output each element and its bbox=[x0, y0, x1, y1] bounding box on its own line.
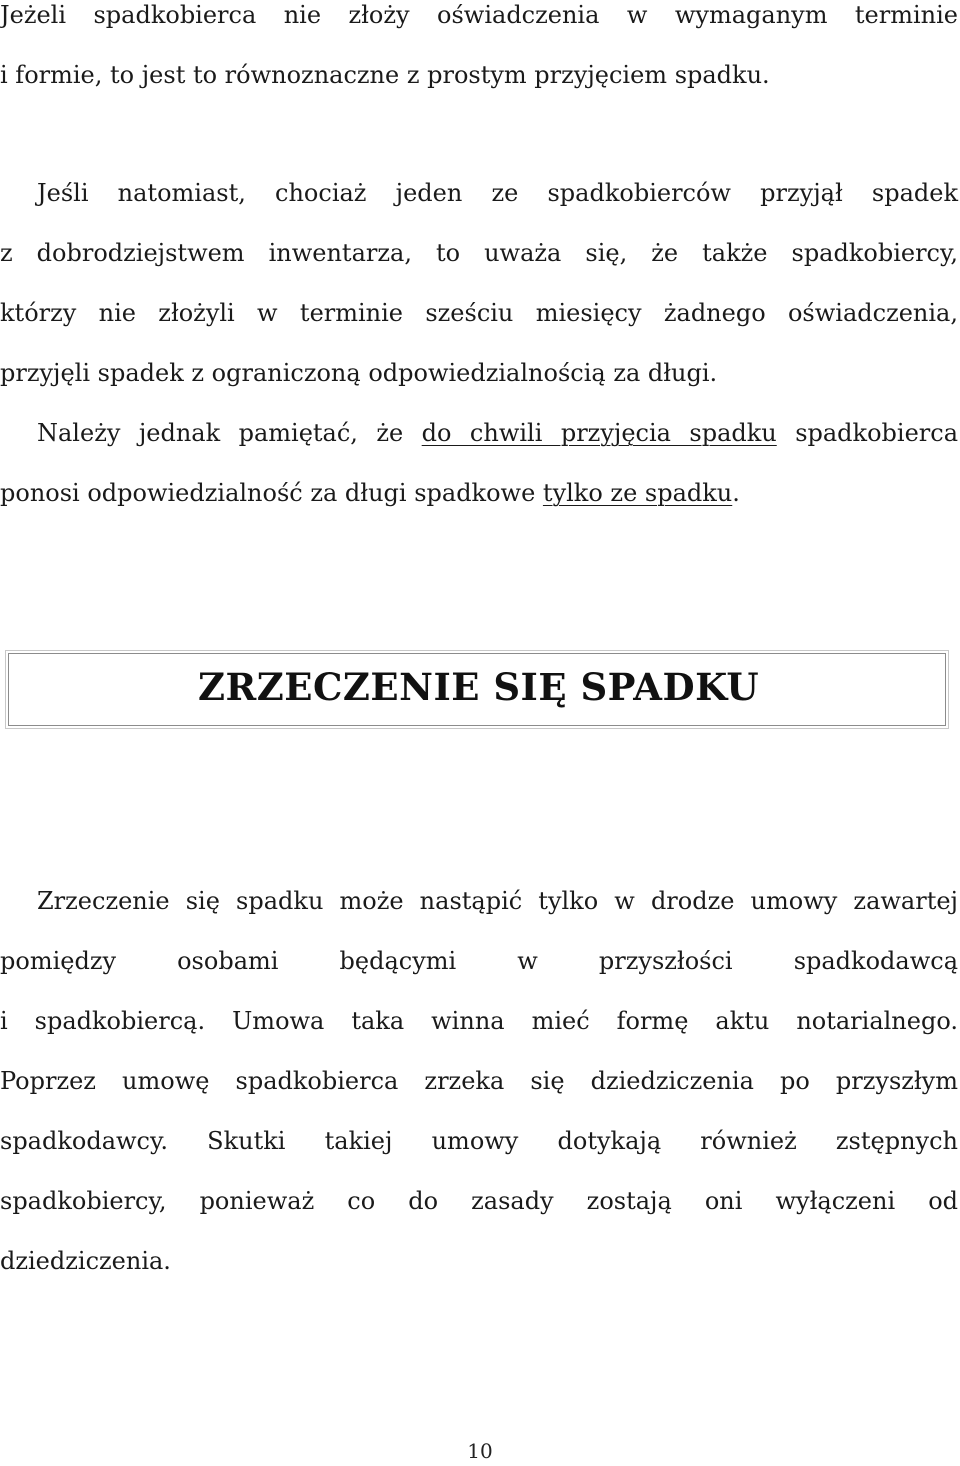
paragraph-line: z dobrodziejstwem inwentarza, to uważa się, że także spadkobiercy, bbox=[0, 239, 958, 267]
line-text-before: ponosi odpowiedzialność za długi spadkowe bbox=[0, 479, 543, 507]
paragraph-line-text: Jeśli natomiast, chociaż jeden ze spadkobierców przyjął spadek bbox=[37, 179, 958, 207]
paragraph-line: którzy nie złożyli w terminie sześciu miesięcy żadnego oświadczenia, bbox=[0, 299, 958, 327]
underlined-phrase-until-acceptance: do chwili przyjęcia spadku bbox=[421, 419, 777, 447]
paragraph-line bbox=[0, 163, 958, 223]
line-text-after: . bbox=[732, 479, 740, 507]
underlined-phrase-only-from-estate: tylko ze spadku bbox=[542, 479, 733, 507]
paragraph-line: spadkodawcy. Skutki takiej umowy dotykają również zstępnych bbox=[0, 1127, 958, 1155]
section-heading: ZRZECZENIE SIĘ SPADKU bbox=[198, 665, 760, 709]
line-text-after: spadkobierca bbox=[776, 419, 959, 447]
paragraph-line: pomiędzy osobami będącymi w przyszłości spadkodawcą bbox=[0, 947, 958, 975]
paragraph-line: i formie, to jest to równoznaczne z prostym przyjęciem spadku. bbox=[0, 61, 770, 89]
line-text-before: Należy jednak pamiętać, że bbox=[37, 419, 422, 447]
paragraph-acceptance-default bbox=[0, 0, 958, 105]
paragraph-line: przyjęli spadek z ograniczoną odpowiedzialnością za długi. bbox=[0, 359, 718, 387]
paragraph-line-text: Zrzeczenie się spadku może nastąpić tylko w drodze umowy zawartej bbox=[37, 887, 958, 915]
paragraph-line: dziedziczenia. bbox=[0, 1247, 171, 1275]
paragraph-line bbox=[0, 403, 958, 463]
paragraph-line: Jeżeli spadkobierca nie złoży oświadczenia w wymaganym terminie bbox=[0, 1, 958, 29]
page-number: 10 bbox=[467, 1439, 493, 1463]
paragraph-benefit-of-inventory bbox=[0, 163, 958, 523]
paragraph-line: Poprzez umowę spadkobierca zrzeka się dziedziczenia po przyszłym bbox=[0, 1067, 958, 1095]
paragraph-line: i spadkobiercą. Umowa taka winna mieć formę aktu notarialnego. bbox=[0, 1007, 958, 1035]
paragraph-renunciation bbox=[0, 871, 958, 1291]
paragraph-line: spadkobiercy, ponieważ co do zasady zostają oni wyłączeni od bbox=[0, 1187, 958, 1215]
paragraph-line bbox=[0, 871, 958, 931]
paragraph-line bbox=[0, 463, 958, 523]
